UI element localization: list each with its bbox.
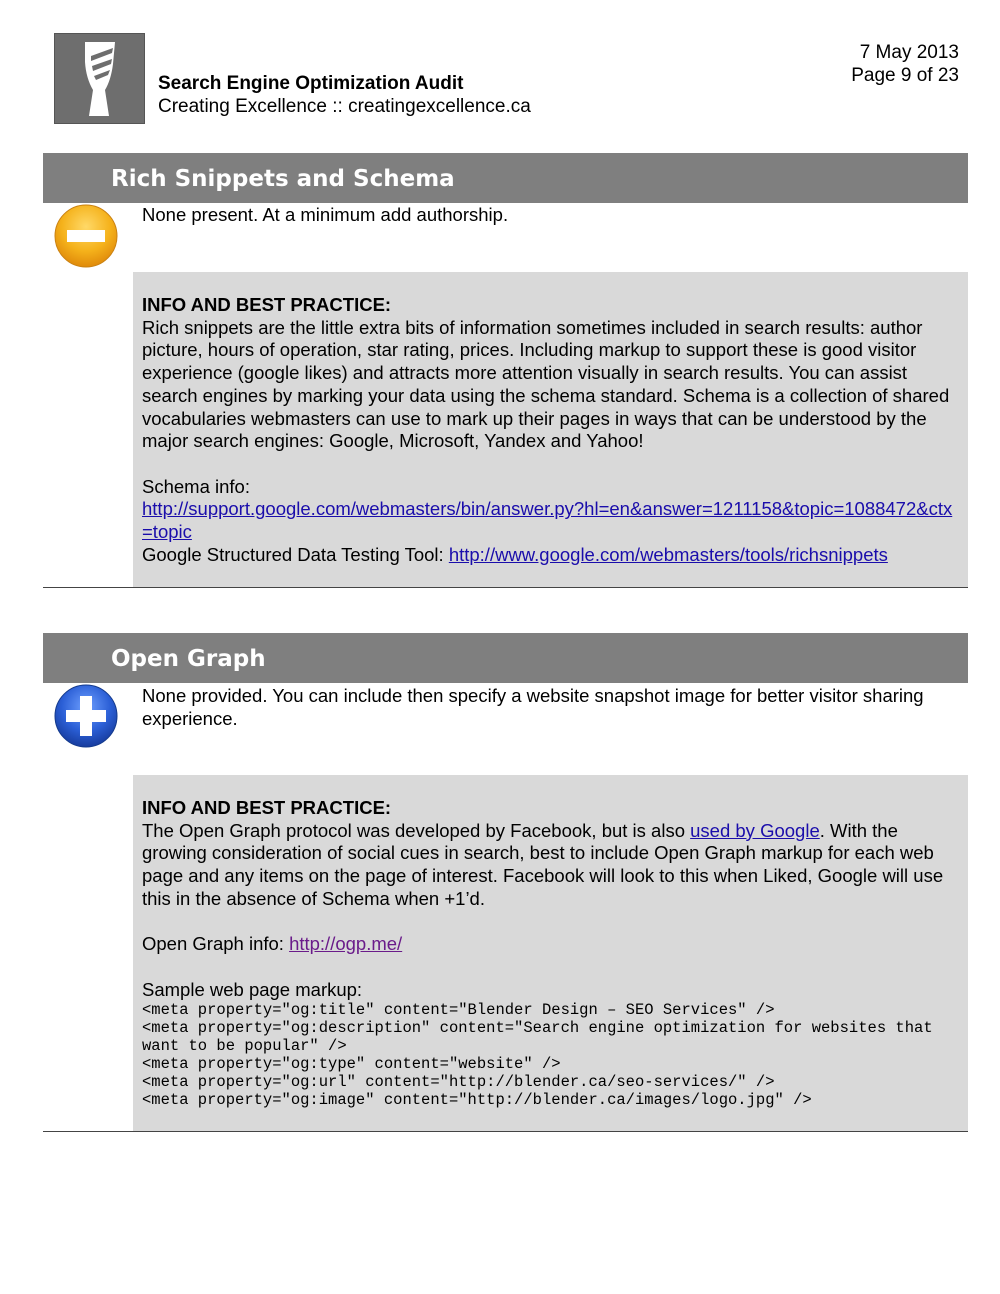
og-info-link[interactable]: http://ogp.me/ [289,933,403,955]
code-line: <meta property="og:description" content="Search engine optimization for websites that want to be popular" /> [142,1019,942,1056]
document-title: Search Engine Optimization Audit [158,73,464,94]
section-divider [43,1131,968,1132]
info-body-text: The Open Graph protocol was developed by Facebook, but is also [142,819,691,841]
info-heading: INFO AND BEST PRACTICE: [142,797,392,818]
testing-tool-label: Google Structured Data Testing Tool: [142,543,449,565]
og-info-label: Open Graph info: [142,933,290,955]
info-body-text: . With the growing consideration of social cues in search, best to include Open Graph markup for each web page and any items on the page of interest. Facebook will look to this when Liked, Google will use this in the absence of Schema when +1’d. [142,819,944,909]
section-title-open-graph: Open Graph [43,633,968,683]
finding-rich-snippets: None present. At a minimum add authorship. [142,204,509,225]
section-title-rich-snippets: Rich Snippets and Schema [43,153,968,203]
document-subtitle: Creating Excellence :: creatingexcellence.ca [158,96,531,117]
code-line: <meta property="og:title" content="Blender Design – SEO Services" /> [142,1001,775,1020]
finding-open-graph: None provided. You can include then specify a website snapshot image for better visitor sharing experience. [142,685,924,729]
code-line: <meta property="og:url" content="http://blender.ca/seo-services/" /> [142,1073,775,1092]
page-number: Page 9 of 23 [851,65,959,86]
award-logo-icon [54,33,145,124]
section-divider [43,587,968,588]
document-date: 7 May 2013 [859,42,959,63]
used-by-google-link[interactable]: used by Google [690,819,820,841]
plus-circle-icon [53,683,119,749]
schema-info-link[interactable]: http://support.google.com/webmasters/bin/answer.py?hl=en&answer=1211158&topic=1088472&ctx=topic [142,498,953,543]
document-meta [851,41,959,87]
minus-circle-icon [53,203,119,269]
code-line: <meta property="og:image" content="http://blender.ca/images/logo.jpg" /> [142,1091,812,1110]
info-box-rich-snippets [133,272,968,587]
testing-tool-link[interactable]: http://www.google.com/webmasters/tools/richsnippets [448,543,888,565]
info-box-open-graph [133,775,968,1131]
info-heading: INFO AND BEST PRACTICE: [142,294,392,315]
schema-info-label: Schema info: [142,475,250,497]
code-line: <meta property="og:type" content="website" /> [142,1055,561,1074]
sample-markup-label: Sample web page markup: [142,978,363,1000]
info-body: Rich snippets are the little extra bits of information sometimes included in search results: author picture, hours of operation, star rating, prices. Including markup to support these is good visitor experience (google likes) and attracts more attention visually in search results. You can assist search engines by marking your data using the schema standard. Schema is a collection of shared vocabularies webmasters can use to mark up their pages in ways that can be understood by the major search engines: Google, Microsoft, Yandex and Yahoo! [142,316,950,452]
info-body [142,820,958,911]
